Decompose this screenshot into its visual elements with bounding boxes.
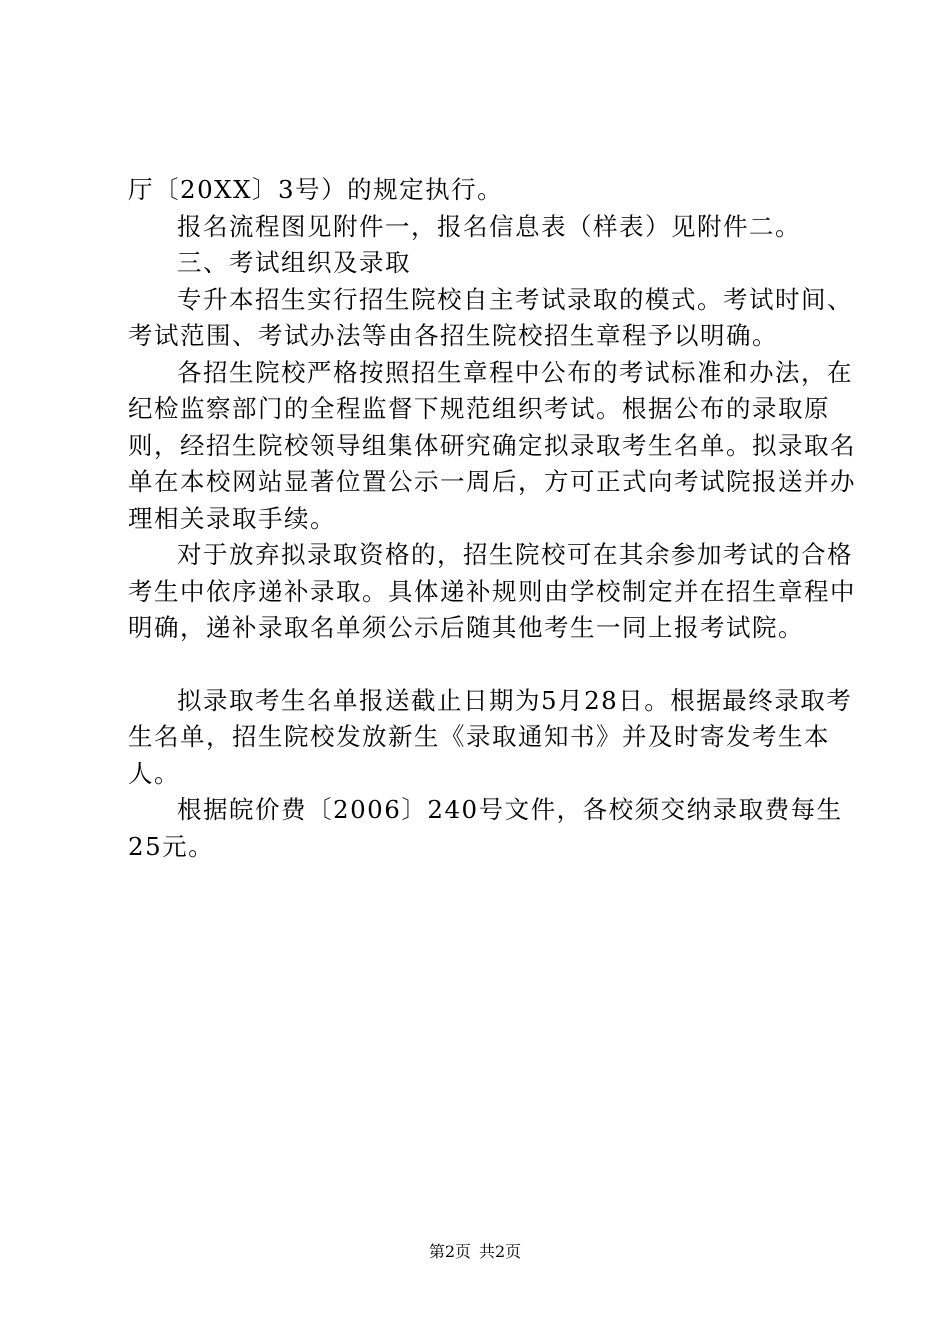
- section-heading-exam-admission: 三、考试组织及录取: [177, 248, 411, 277]
- paragraph-continuation: 厅〔20XX〕3号）的规定执行。: [128, 175, 504, 204]
- paragraph-admission-fee: 根据皖价费〔2006〕240号文件，各校须交纳录取费每生25元。: [128, 795, 843, 861]
- paragraph-supplementary-admission: 对于放弃拟录取资格的，招生院校可在其余参加考试的合格考生中依序递补录取。具体递补规则由学校制定并在招生章程中明确，递补录取名单须公示后随其他考生一同上报考试院。: [128, 540, 856, 642]
- paragraph-deadline: 拟录取考生名单报送截止日期为5月28日。根据最终录取考生名单，招生院校发放新生《录取通知书》并及时寄发考生本人。: [128, 685, 853, 788]
- document-body: [128, 172, 858, 865]
- page-total: 共2页: [479, 1242, 522, 1261]
- page-footer: [0, 1242, 950, 1262]
- paragraph-exam-organization: 各招生院校严格按照招生章程中公布的考试标准和办法，在纪检监察部门的全程监督下规范组织考试。根据公布的录取原则，经招生院校领导组集体研究确定拟录取考生名单。拟录取名单在本校网站显著位置公示一周后，方可正式向考试院报送并办理相关录取手续。: [128, 357, 856, 533]
- paragraph-attachments: 报名流程图见附件一，报名信息表（样表）见附件二。: [177, 211, 801, 241]
- page-number: 第2页: [428, 1242, 471, 1261]
- paragraph-exam-mode: 专升本招生实行招生院校自主考试录取的模式。考试时间、考试范围、考试办法等由各招生院校招生章程予以明确。: [128, 284, 853, 350]
